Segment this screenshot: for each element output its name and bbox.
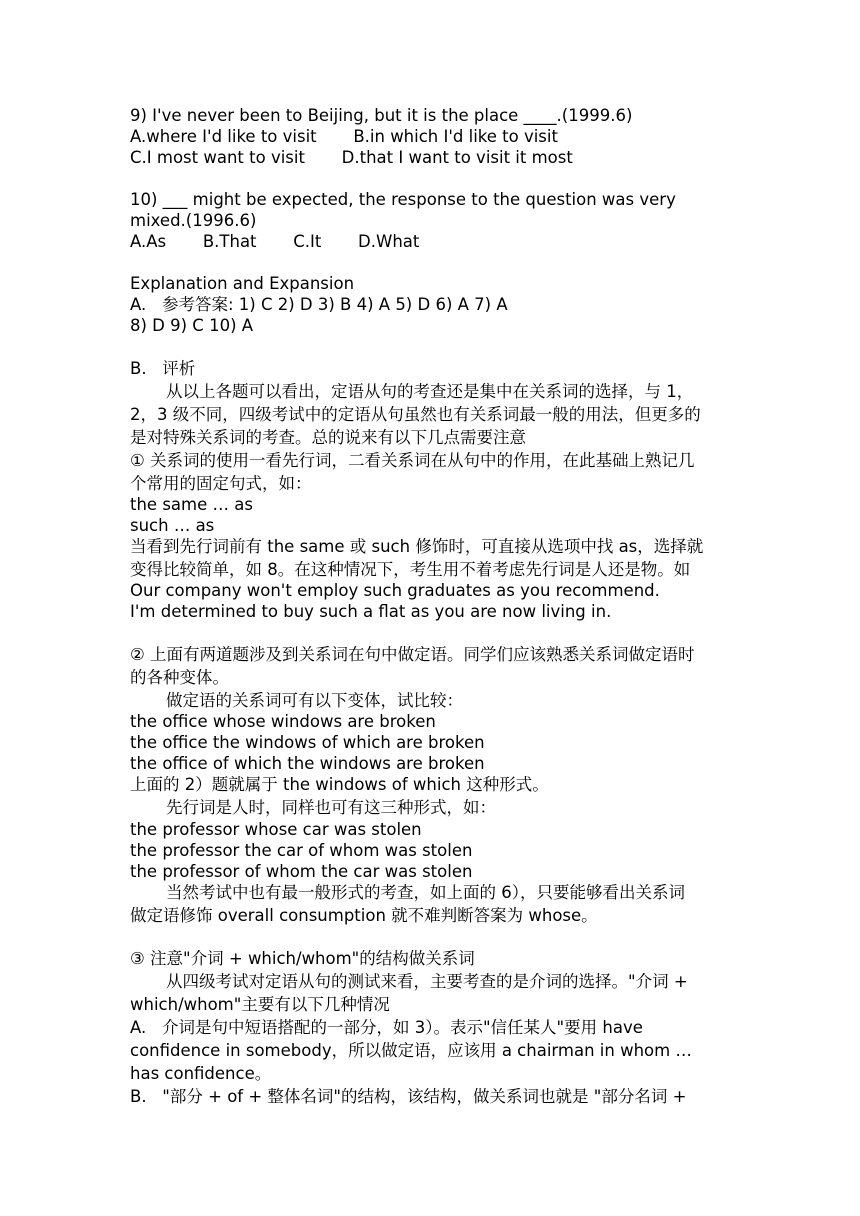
paragraph-line: 变得比较简单，如 8。在这种情况下，考生用不着考虑先行词是人还是物。如 — [130, 560, 691, 579]
question-9-options-cd: C.I most want to visit D.that I want to visit it most — [130, 148, 573, 167]
example-line: the office of which the windows are broken — [130, 754, 485, 773]
question-9-options-ab: A.where I'd like to visit B.in which I'd like to visit — [130, 127, 558, 146]
paragraph-line: 当然考试中也有最一般形式的考查，如上面的 6），只要能够看出关系词 — [166, 883, 685, 902]
example-line: the office whose windows are broken — [130, 712, 436, 731]
example-sentence: Our company won't employ such graduates as you recommend. — [130, 581, 660, 600]
paragraph-line: 做定语的关系词可有以下变体，试比较： — [166, 691, 463, 710]
point-3-line: ③ 注意"介词 + which/whom"的结构做关系词 — [130, 949, 475, 968]
example-line: the professor whose car was stolen — [130, 820, 422, 839]
section-heading: Explanation and Expansion — [130, 274, 355, 293]
question-10-options: A.As B.That C.It D.What — [130, 232, 420, 251]
question-9-stem: 9) I've never been to Beijing, but it is the place ____.(1999.6) — [130, 106, 633, 125]
paragraph-line: 从以上各题可以看出，定语从句的考查还是集中在关系词的选择，与 1， — [166, 382, 694, 401]
example-line: the professor the car of whom was stolen — [130, 841, 473, 860]
answer-key-cont: 8) D 9) C 10) A — [130, 316, 254, 335]
answer-key: A. 参考答案: 1) C 2) D 3) B 4) A 5) D 6) A 7) A — [130, 295, 508, 314]
case-a-line: A. 介词是句中短语搭配的一部分，如 3）。表示"信任某人"要用 have — [130, 1018, 643, 1037]
question-10-stem: 10) ___ might be expected, the response to the question was very — [130, 190, 676, 209]
paragraph-line: 当看到先行词前有 the same 或 such 修饰时，可直接从选项中找 as，选择就 — [130, 537, 704, 556]
example-line: the office the windows of which are broken — [130, 733, 485, 752]
paragraph-line: 上面的 2）题就属于 the windows of which 这种形式。 — [130, 775, 549, 794]
case-a-line: has confidence。 — [130, 1064, 272, 1083]
paragraph-line: 先行词是人时，同样也可有这三种形式，如： — [166, 798, 496, 817]
point-2-line: ② 上面有两道题涉及到关系词在句中做定语。同学们应该熟悉关系词做定语时 — [130, 645, 695, 664]
point-2-line: 的各种变体。 — [130, 668, 229, 687]
point-1-line: 个常用的固定句式，如： — [130, 474, 312, 493]
paragraph-line: 是对特殊关系词的考查。总的说来有以下几点需要注意 — [130, 428, 526, 447]
paragraph-line: 从四级考试对定语从句的测试来看，主要考查的是介词的选择。"介词 + — [166, 972, 688, 991]
analysis-heading: B. 评析 — [130, 359, 196, 378]
paragraph-line: 2，3 级不同，四级考试中的定语从句虽然也有关系词最一般的用法，但更多的 — [130, 405, 701, 424]
case-a-line: confidence in somebody，所以做定语，应该用 a chairman in whom … — [130, 1041, 692, 1060]
paragraph-line: 做定语修饰 overall consumption 就不难判断答案为 whose。 — [130, 906, 598, 925]
case-b-line: B. "部分 + of + 整体名词"的结构，该结构，做关系词也就是 "部分名词 + — [130, 1087, 687, 1106]
example-line: the same … as — [130, 495, 253, 514]
paragraph-line: which/whom"主要有以下几种情况 — [130, 995, 390, 1014]
example-line: the professor of whom the car was stolen — [130, 862, 473, 881]
point-1-line: ① 关系词的使用一看先行词，二看关系词在从句中的作用，在此基础上熟记几 — [130, 451, 695, 470]
example-sentence: I'm determined to buy such a flat as you are now living in. — [130, 602, 612, 621]
question-10-stem-cont: mixed.(1996.6) — [130, 211, 257, 230]
example-line: such … as — [130, 516, 215, 535]
